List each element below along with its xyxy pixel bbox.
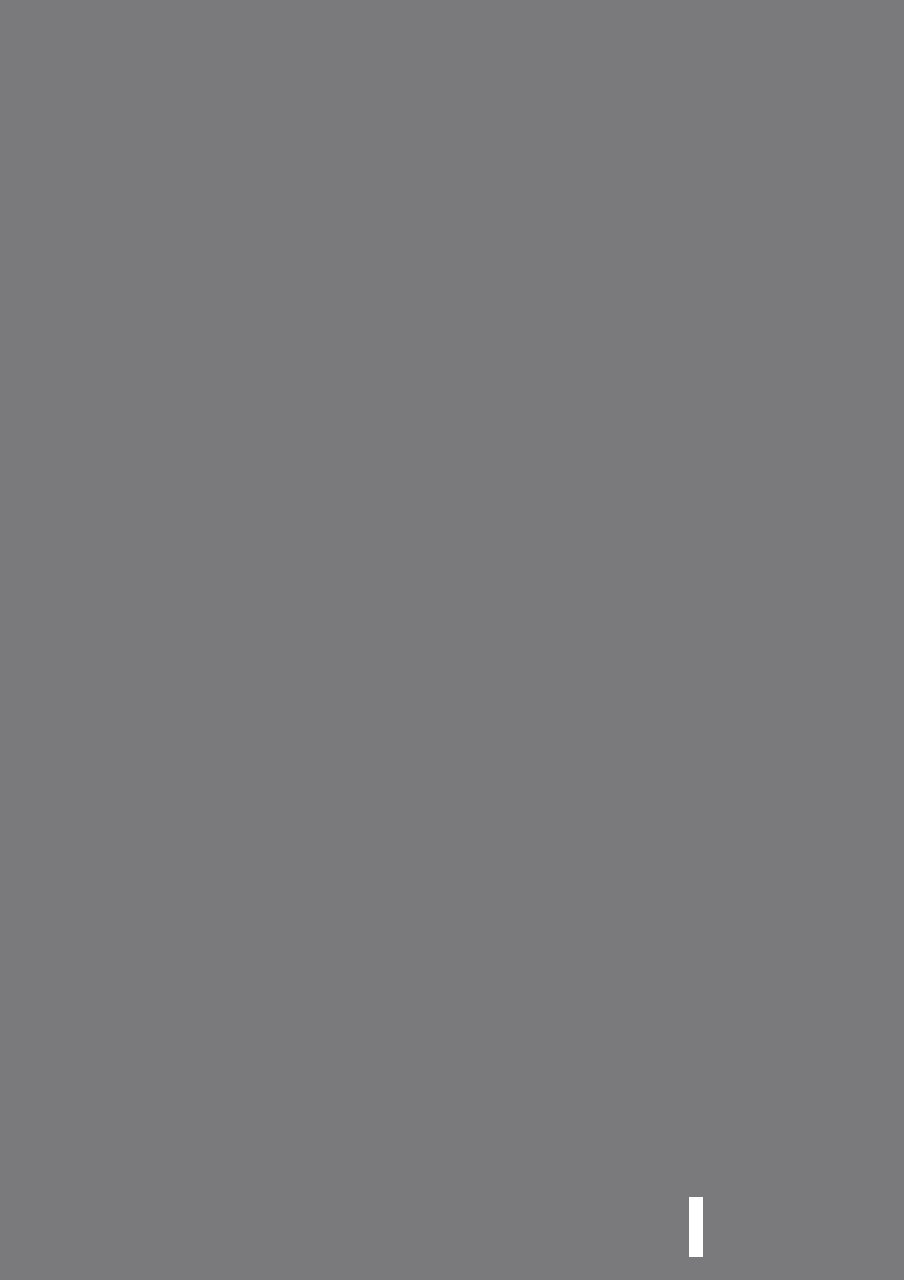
jpn-tag	[689, 1197, 703, 1257]
product-logo	[708, 1192, 883, 1194]
